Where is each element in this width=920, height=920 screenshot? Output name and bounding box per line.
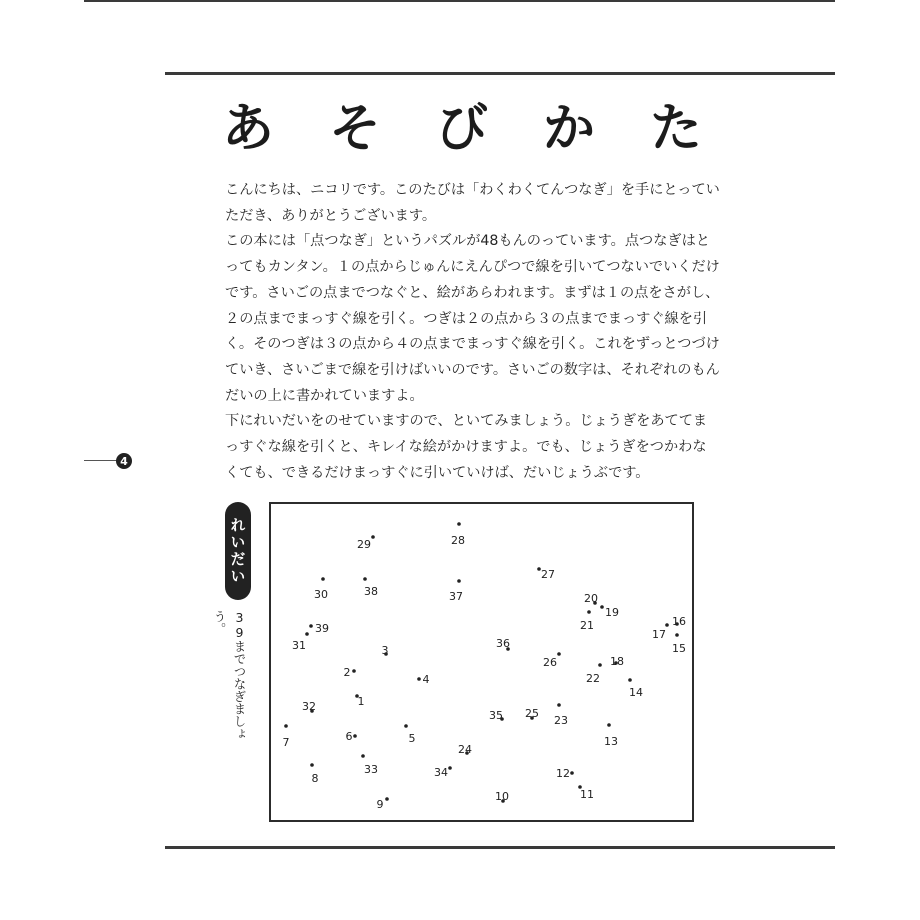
instructions-text <box>225 178 720 486</box>
dot-label-19: 19 <box>605 606 619 619</box>
dot-label-2: 2 <box>343 666 351 679</box>
title-char: か <box>542 98 595 159</box>
dot-6 <box>353 734 357 738</box>
dot-label-6: 6 <box>345 730 353 743</box>
dot-28 <box>457 522 461 526</box>
dot-label-37: 37 <box>449 590 463 603</box>
dot-label-25: 25 <box>525 707 539 720</box>
dot-label-17: 17 <box>652 628 666 641</box>
dot-17 <box>665 623 669 627</box>
dot-puzzle <box>269 502 694 822</box>
dot-label-26: 26 <box>543 656 557 669</box>
dot-34 <box>448 766 452 770</box>
dot-5 <box>404 724 408 728</box>
dot-label-34: 34 <box>434 766 448 779</box>
dot-9 <box>385 797 389 801</box>
dot-label-4: 4 <box>422 673 430 686</box>
example-tab: れいだい <box>225 502 251 600</box>
dot-label-22: 22 <box>586 672 600 685</box>
dot-label-7: 7 <box>282 736 290 749</box>
dot-4 <box>417 677 421 681</box>
dot-label-5: 5 <box>408 732 416 745</box>
dot-19 <box>600 605 604 609</box>
dot-37 <box>457 579 461 583</box>
dot-30 <box>321 577 325 581</box>
dot-7 <box>284 724 288 728</box>
title-char: び <box>435 98 488 159</box>
dot-23 <box>557 703 561 707</box>
paragraph: こんにちは、ニコリです。このたびは「わくわくてんつなぎ」を手にとっていただき、ありがとうございます。 <box>225 182 720 224</box>
footer-rule <box>165 846 835 849</box>
title-char: あ <box>222 98 275 159</box>
dot-39 <box>309 624 313 628</box>
dot-label-21: 21 <box>580 619 594 632</box>
dot-15 <box>675 633 679 637</box>
page-title <box>222 88 702 158</box>
header-rule <box>165 72 835 75</box>
dot-8 <box>310 763 314 767</box>
dot-label-24: 24 <box>458 743 472 756</box>
dot-14 <box>628 678 632 682</box>
dot-2 <box>352 669 356 673</box>
dot-label-1: 1 <box>357 695 365 708</box>
dot-22 <box>598 663 602 667</box>
dot-label-8: 8 <box>311 772 319 785</box>
dot-26 <box>557 652 561 656</box>
example-caption: 39までつなぎましょう。 <box>212 610 247 740</box>
dot-label-13: 13 <box>604 735 618 748</box>
dot-label-33: 33 <box>364 763 378 776</box>
dot-label-29: 29 <box>357 538 371 551</box>
paragraph: 下にれいだいをのせていますので、といてみましょう。じょうぎをあててまっすぐな線を引くと、キレイな絵がかけますよ。でも、じょうぎをつかわなくても、できるだけまっすぐに引いていけば、だいじょうぶです。 <box>225 413 708 481</box>
dot-label-32: 32 <box>302 700 316 713</box>
dot-13 <box>607 723 611 727</box>
dot-label-36: 36 <box>496 637 510 650</box>
dot-label-20: 20 <box>584 592 598 605</box>
dot-29 <box>371 535 375 539</box>
dot-label-3: 3 <box>381 644 389 657</box>
dot-label-28: 28 <box>451 534 465 547</box>
dot-31 <box>305 632 309 636</box>
dot-puzzle-canvas <box>271 504 696 824</box>
dot-label-39: 39 <box>315 622 329 635</box>
dot-label-18: 18 <box>610 655 624 668</box>
dot-label-31: 31 <box>292 639 306 652</box>
title-char: た <box>649 98 702 159</box>
dot-label-27: 27 <box>541 568 555 581</box>
dot-label-12: 12 <box>556 767 570 780</box>
dot-38 <box>363 577 367 581</box>
dot-label-38: 38 <box>364 585 378 598</box>
top-border-line <box>84 0 835 2</box>
dot-label-30: 30 <box>314 588 328 601</box>
dot-label-14: 14 <box>629 686 643 699</box>
dot-label-15: 15 <box>672 642 686 655</box>
paragraph: この本には「点つなぎ」というパズルが48もんのっています。点つなぎはとってもカンタン。１の点からじゅんにえんぴつで線を引いてつないでいくだけです。さいごの点までつなぐと、絵があらわれます。まずは１の点をさがし、２の点までまっすぐ線を引く。つぎは２の点から３の点までまっすぐ線を引く。そのつぎは３の点から４の点までまっすぐ線を引く。これをずっとつづけていき、さいごまで線を引けばいいのです。さいごの数字は、それぞれのもんだいの上に書かれていますよ。 <box>225 233 720 404</box>
page-number-badge: 4 <box>116 453 132 469</box>
dot-12 <box>570 771 574 775</box>
dot-label-11: 11 <box>580 788 594 801</box>
dot-label-23: 23 <box>554 714 568 727</box>
page-number-leader <box>84 460 120 461</box>
dot-label-16: 16 <box>672 615 686 628</box>
dot-label-9: 9 <box>376 798 384 811</box>
dot-label-35: 35 <box>489 709 503 722</box>
dot-21 <box>587 610 591 614</box>
title-char: そ <box>328 98 381 159</box>
dot-label-10: 10 <box>495 790 509 803</box>
dot-33 <box>361 754 365 758</box>
